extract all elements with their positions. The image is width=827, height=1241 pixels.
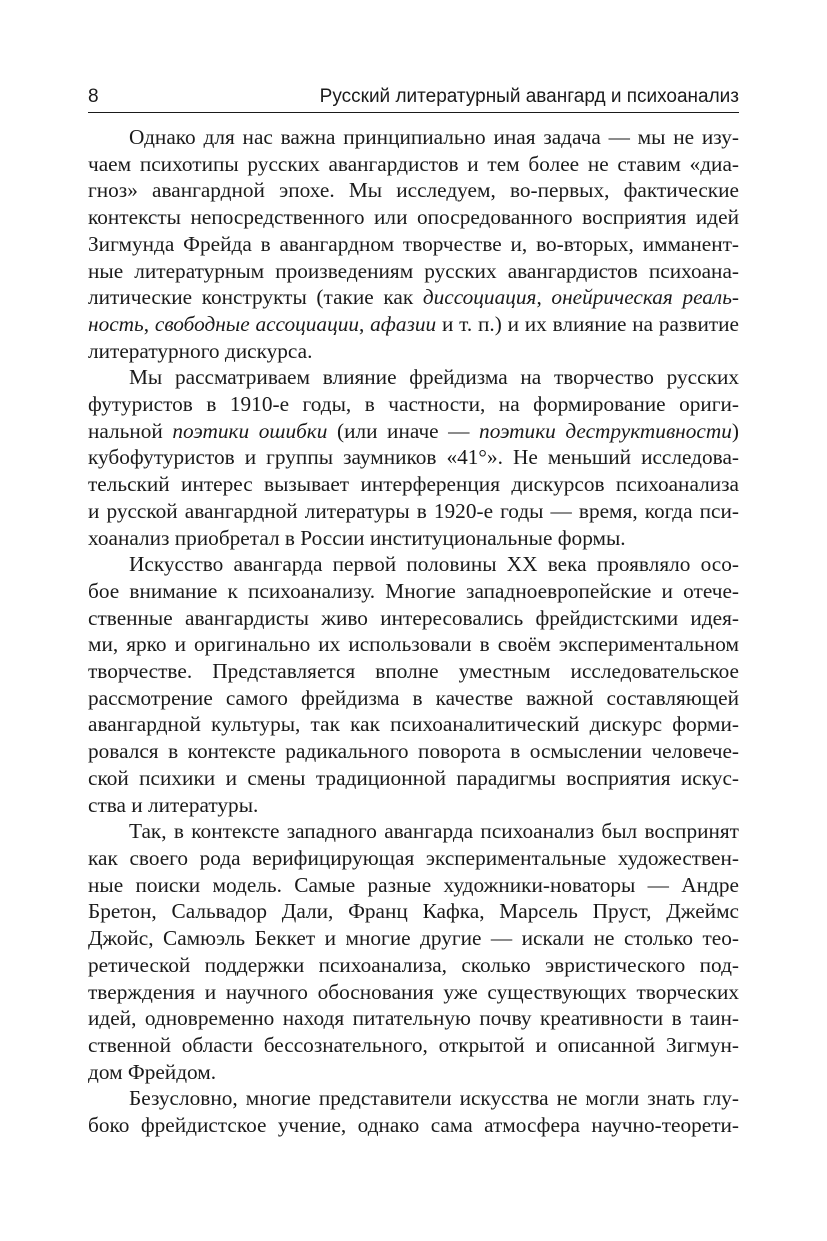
text-line: Однако для нас важна принципиально иная задача — мы не изу- [129, 125, 739, 149]
text-line: Мы рассматриваем влияние фрейдизма на творчество русских [129, 365, 739, 390]
paragraph-2 [88, 364, 739, 551]
text-line: Бретон, Сальвадор Дали, Франц Кафка, Марсель Пруст, Джеймс [88, 899, 739, 924]
text-line: ровался в контексте радикального поворота в осмыслении человече- [88, 739, 739, 764]
text-line: ные поиски модель. Самые разные художники-новаторы — Андре [88, 872, 739, 897]
italic-term: афазии [370, 311, 437, 336]
paragraph-1 [88, 124, 739, 364]
text-line: литературного дискурса. [88, 338, 313, 363]
text-line: кубофутуристов и группы заумников «41°». Не меньший исследова- [88, 445, 739, 470]
text-line: дом Фрейдом. [88, 1059, 217, 1084]
text-line: чаем психотипы русских авангардистов и тем более не ставим «диа- [88, 151, 739, 176]
text-line: ность, свободные ассоциации, афазии и т. п.) и их влияние на развитие [88, 311, 740, 336]
italic-term: диссоциация [422, 285, 537, 310]
italic-term: ность [88, 311, 144, 336]
text-line: ской психики и смены традиционной парадигмы восприятия искус- [88, 765, 739, 790]
text-line: рассмотрение самого фрейдизма в качестве важной составляющей [88, 685, 739, 710]
paragraph-4 [88, 818, 739, 1085]
text-line: Безусловно, многие представители искусства не могли знать глу- [129, 1086, 739, 1111]
text-line: ретической поддержки психоанализа, сколько эвристического под- [88, 952, 739, 977]
running-title: Русский литературный авангард и психоанализ [319, 86, 739, 107]
text-line: Так, в контексте западного авангарда психоанализ был воспринят [129, 819, 739, 844]
text-line: тверждения и научного обоснования уже существующих творческих [88, 979, 739, 1004]
italic-term: поэтики деструктивности [479, 418, 732, 443]
text-line: ми, ярко и оригинально их использовали в своём экспериментальном [88, 632, 739, 657]
text-line: бое внимание к психоанализу. Многие западноевропейские и отече- [88, 578, 739, 603]
text-line: творчестве. Представляется вполне уместным исследовательское [88, 659, 739, 684]
text-line: футуристов в 1910-е годы, в частности, на формирование ориги- [88, 392, 739, 417]
text-line: ства и литературы. [88, 792, 259, 817]
text-line: ственной области бессознательного, открытой и описанной Зигмун- [88, 1032, 739, 1057]
text-line: и русской авангардной литературы в 1920-е годы — время, когда пси- [88, 498, 739, 523]
italic-term: онейрическая реаль- [551, 285, 739, 310]
paragraph-5 [88, 1085, 739, 1138]
page-header [88, 80, 739, 113]
text-line: тельский интерес вызывает интерференция дискурсов психоанализа [88, 472, 739, 497]
text-line: нальной поэтики ошибки (или иначе — поэтики деструктивности) [88, 418, 739, 443]
text-line: ственные авангардисты живо интересовались фрейдистскими идея- [88, 605, 739, 630]
text-line: литические конструкты (такие как диссоциация, онейрическая реаль- [88, 285, 739, 310]
italic-term: свободные ассоциации [154, 311, 360, 336]
text-line: ные литературным произведениям русских авангардистов психоана- [88, 258, 739, 283]
page-number: 8 [88, 86, 99, 107]
italic-term: поэтики ошибки [172, 418, 328, 443]
text-line: хоанализ приобретал в России институциональные формы. [88, 525, 626, 550]
text-line: Джойс, Самюэль Беккет и многие другие — искали не столько тео- [88, 926, 739, 951]
paragraph-3 [88, 551, 739, 818]
text-line: идей, одновременно находя питательную почву креативности в таин- [88, 1006, 739, 1031]
body-text [88, 124, 739, 1139]
text-line: гноз» авангардной эпохе. Мы исследуем, во-первых, фактические [88, 178, 739, 203]
text-line: боко фрейдистское учение, однако сама атмосфера научно-теорети- [88, 1113, 739, 1138]
text-line: как своего рода верифицирующая экспериментальные художествен- [88, 845, 739, 870]
text-line: Искусство авангарда первой половины XX века проявляло осо- [129, 552, 739, 577]
text-line: авангардной культуры, так как психоаналитический дискурс форми- [88, 712, 739, 737]
text-line: контексты непосредственного или опосредованного восприятия идей [88, 205, 739, 230]
text-line: Зигмунда Фрейда в авангардном творчестве и, во-вторых, имманент- [88, 231, 739, 256]
